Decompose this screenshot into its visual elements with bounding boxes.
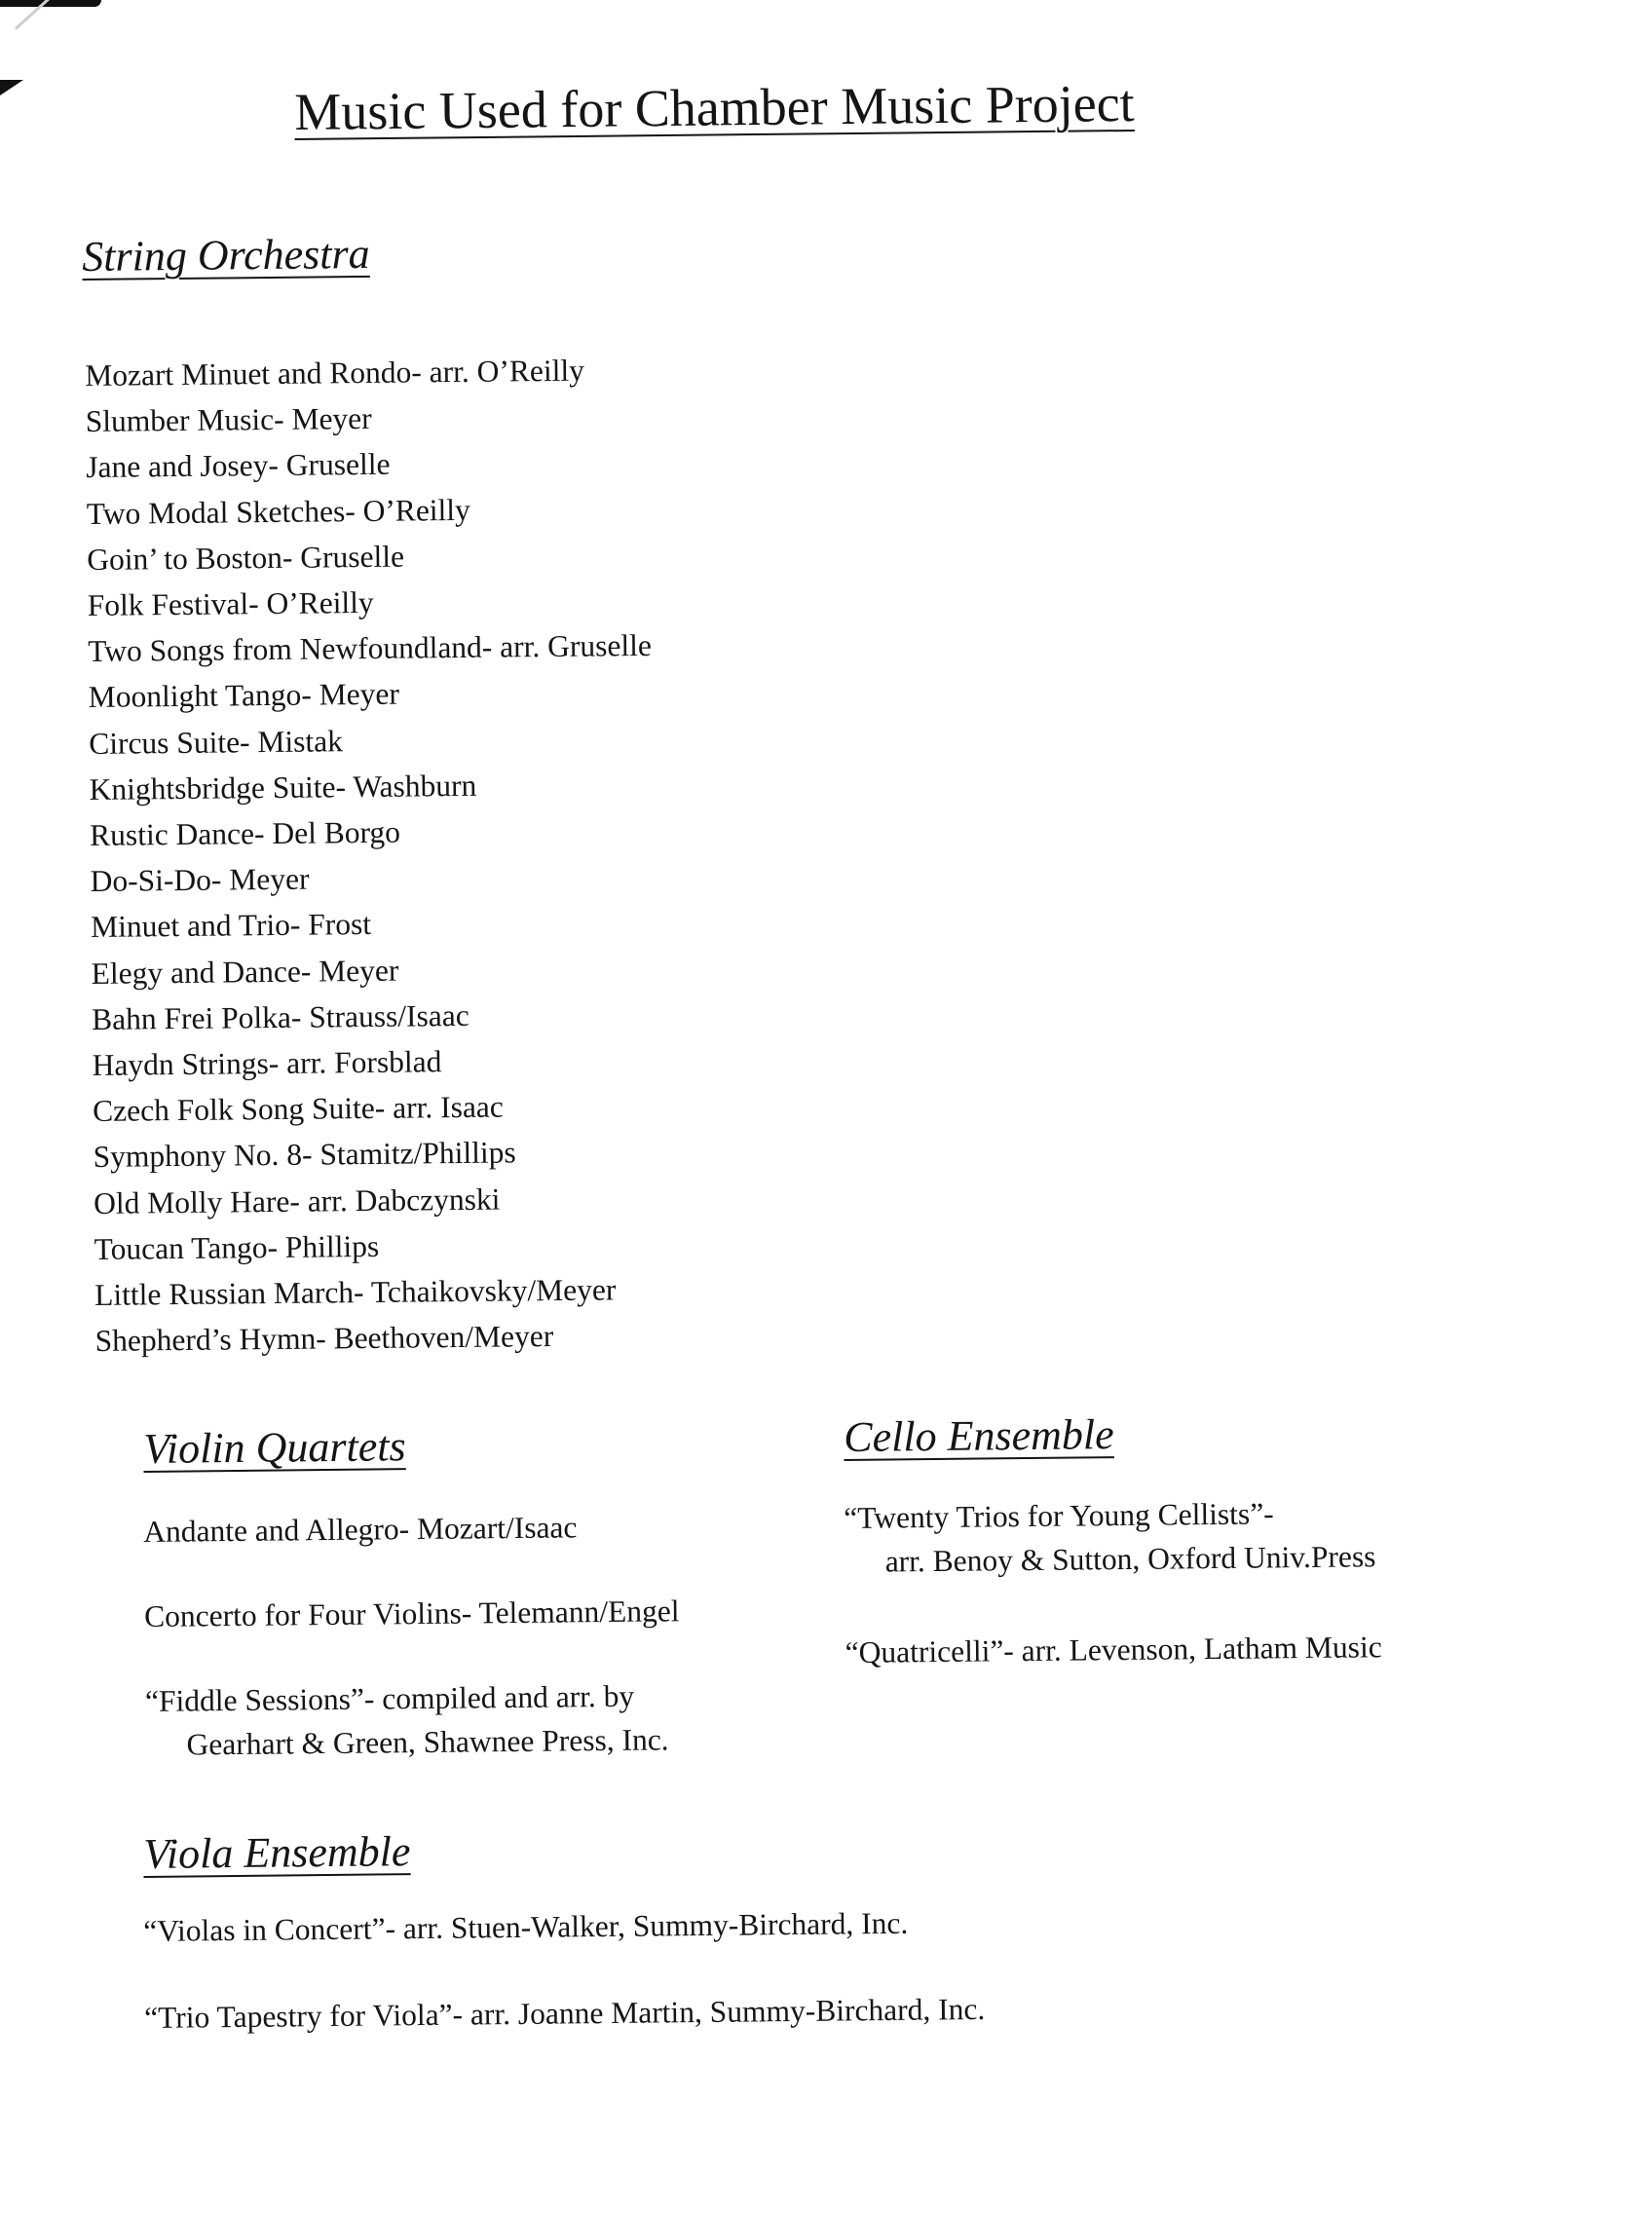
list-item: Symphony No. 8- Stamitz/Phillips (93, 1135, 516, 1175)
cello-ensemble-list (844, 1490, 1382, 1721)
entry-line-continued: arr. Benoy & Sutton, Oxford Univ.Press (884, 1539, 1376, 1579)
list-item: Two Songs from Newfoundland- arr. Gruselle (88, 628, 653, 669)
viola-ensemble-heading: Viola Ensemble (143, 1827, 411, 1878)
list-item: Shepherd’s Hymn- Beethoven/Meyer (94, 1319, 554, 1359)
list-item: Moonlight Tango- Meyer (88, 677, 400, 715)
page-title: Music Used for Chamber Music Project (294, 73, 1135, 141)
list-item (144, 1987, 986, 2040)
list-item: Goin’ to Boston- Gruselle (87, 539, 405, 577)
list-item: Knightsbridge Suite- Washburn (89, 768, 477, 806)
list-item (143, 1504, 679, 1554)
list-item: Old Molly Hare- arr. Dabczynski (93, 1182, 501, 1220)
string-orchestra-list (85, 347, 659, 1364)
list-item: Circus Suite- Mistak (89, 723, 344, 761)
list-item: Slumber Music- Meyer (85, 401, 372, 439)
entry-line: “Fiddle Sessions”- compiled and arr. by (144, 1678, 635, 1718)
list-item (845, 1625, 1381, 1674)
entry-line: Concerto for Four Violins- Telemann/Engel (143, 1594, 680, 1633)
entry-line: “Twenty Trios for Young Cellists”- (844, 1496, 1274, 1535)
entry-line-continued: Gearhart & Green, Shawnee Press, Inc. (186, 1722, 669, 1762)
scan-corner-mark (0, 80, 23, 117)
list-item: Toucan Tango- Phillips (94, 1228, 380, 1266)
list-item: Jane and Josey- Gruselle (86, 447, 391, 485)
list-item (145, 1673, 681, 1767)
scan-edge-mark (0, 0, 101, 7)
viola-ensemble-list (143, 1900, 986, 2082)
entry-line: “Quatricelli”- arr. Levenson, Latham Music (845, 1630, 1382, 1669)
list-item (144, 1589, 680, 1638)
entry-line: “Violas in Concert”- arr. Stuen-Walker, Summy-Birchard, Inc. (143, 1905, 909, 1948)
violin-quartets-heading: Violin Quartets (143, 1422, 406, 1473)
entry-line: “Trio Tapestry for Viola”- arr. Joanne Martin, Summy-Birchard, Inc. (143, 1991, 986, 2035)
list-item: Haydn Strings- arr. Forsblad (92, 1044, 442, 1083)
list-item: Two Modal Sketches- O’Reilly (86, 492, 471, 531)
list-item (844, 1490, 1381, 1584)
list-item: Minuet and Trio- Frost (90, 907, 372, 945)
entry-line: Andante and Allegro- Mozart/Isaac (143, 1510, 578, 1549)
list-item: Rustic Dance- Del Borgo (90, 814, 401, 853)
list-item: Folk Festival- O’Reilly (87, 584, 374, 623)
list-item: Do-Si-Do- Meyer (90, 861, 310, 899)
cello-ensemble-heading: Cello Ensemble (844, 1410, 1114, 1461)
list-item: Little Russian March- Tchaikovsky/Meyer (94, 1272, 617, 1313)
list-item: Bahn Frei Polka- Strauss/Isaac (91, 997, 469, 1036)
list-item: Czech Folk Song Suite- arr. Isaac (92, 1089, 504, 1129)
list-item (143, 1900, 985, 1953)
violin-quartets-list (143, 1504, 681, 1767)
list-item: Elegy and Dance- Meyer (91, 953, 399, 991)
list-item: Mozart Minuet and Rondo- arr. O’Reilly (85, 353, 585, 393)
string-orchestra-heading: String Orchestra (82, 229, 370, 281)
